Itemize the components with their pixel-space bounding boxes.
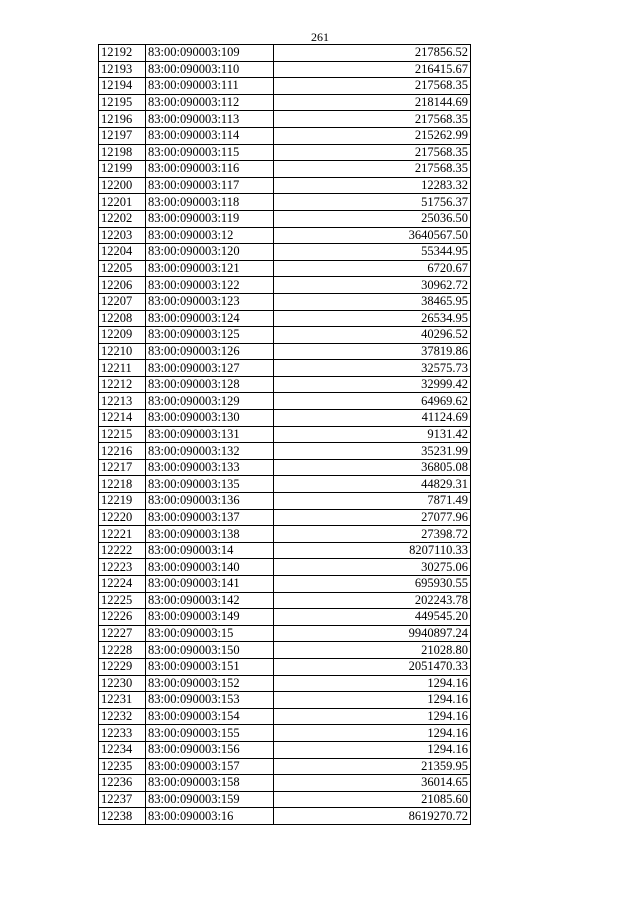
row-number-cell: 12229 — [99, 658, 146, 675]
row-number-cell: 12238 — [99, 808, 146, 825]
cadastral-value-cell: 25036.50 — [274, 210, 471, 227]
table-row — [99, 127, 471, 144]
cadastral-number-cell: 83:00:090003:135 — [146, 476, 274, 493]
cadastral-value-cell: 44829.31 — [274, 476, 471, 493]
cadastral-value-cell: 51756.37 — [274, 194, 471, 211]
cadastral-value-table — [98, 44, 471, 825]
row-number-cell: 12193 — [99, 61, 146, 78]
table-row — [99, 576, 471, 593]
row-number-cell: 12212 — [99, 376, 146, 393]
table-row — [99, 692, 471, 709]
table-row — [99, 775, 471, 792]
row-number-cell: 12231 — [99, 692, 146, 709]
cadastral-value-cell: 202243.78 — [274, 592, 471, 609]
row-number-cell: 12230 — [99, 675, 146, 692]
table-row — [99, 559, 471, 576]
row-number-cell: 12197 — [99, 127, 146, 144]
cadastral-number-cell: 83:00:090003:149 — [146, 609, 274, 626]
table-row — [99, 293, 471, 310]
cadastral-value-cell: 6720.67 — [274, 260, 471, 277]
table-row — [99, 194, 471, 211]
cadastral-number-cell: 83:00:090003:113 — [146, 111, 274, 128]
cadastral-number-cell: 83:00:090003:112 — [146, 94, 274, 111]
cadastral-value-cell: 218144.69 — [274, 94, 471, 111]
cadastral-number-cell: 83:00:090003:16 — [146, 808, 274, 825]
row-number-cell: 12213 — [99, 393, 146, 410]
table-row — [99, 675, 471, 692]
cadastral-number-cell: 83:00:090003:141 — [146, 576, 274, 593]
table-row — [99, 459, 471, 476]
cadastral-number-cell: 83:00:090003:124 — [146, 310, 274, 327]
cadastral-value-cell: 1294.16 — [274, 675, 471, 692]
cadastral-number-cell: 83:00:090003:151 — [146, 658, 274, 675]
cadastral-number-cell: 83:00:090003:133 — [146, 459, 274, 476]
cadastral-value-cell: 1294.16 — [274, 708, 471, 725]
row-number-cell: 12237 — [99, 791, 146, 808]
table-row — [99, 78, 471, 95]
cadastral-value-cell: 38465.95 — [274, 293, 471, 310]
cadastral-number-cell: 83:00:090003:150 — [146, 642, 274, 659]
table-row — [99, 327, 471, 344]
cadastral-number-cell: 83:00:090003:126 — [146, 343, 274, 360]
table-row — [99, 625, 471, 642]
cadastral-number-cell: 83:00:090003:125 — [146, 327, 274, 344]
cadastral-number-cell: 83:00:090003:153 — [146, 692, 274, 709]
row-number-cell: 12221 — [99, 526, 146, 543]
cadastral-value-cell: 215262.99 — [274, 127, 471, 144]
cadastral-value-cell: 9940897.24 — [274, 625, 471, 642]
row-number-cell: 12222 — [99, 542, 146, 559]
cadastral-number-cell: 83:00:090003:152 — [146, 675, 274, 692]
table-row — [99, 343, 471, 360]
row-number-cell: 12209 — [99, 327, 146, 344]
table-row — [99, 592, 471, 609]
row-number-cell: 12202 — [99, 210, 146, 227]
cadastral-number-cell: 83:00:090003:154 — [146, 708, 274, 725]
row-number-cell: 12201 — [99, 194, 146, 211]
cadastral-value-cell: 695930.55 — [274, 576, 471, 593]
row-number-cell: 12210 — [99, 343, 146, 360]
cadastral-value-cell: 216415.67 — [274, 61, 471, 78]
row-number-cell: 12218 — [99, 476, 146, 493]
cadastral-number-cell: 83:00:090003:118 — [146, 194, 274, 211]
row-number-cell: 12199 — [99, 161, 146, 178]
cadastral-number-cell: 83:00:090003:12 — [146, 227, 274, 244]
cadastral-value-cell: 27398.72 — [274, 526, 471, 543]
table-row — [99, 426, 471, 443]
table-row — [99, 493, 471, 510]
cadastral-value-cell: 55344.95 — [274, 244, 471, 261]
cadastral-value-cell: 30275.06 — [274, 559, 471, 576]
table-row — [99, 177, 471, 194]
row-number-cell: 12196 — [99, 111, 146, 128]
row-number-cell: 12214 — [99, 410, 146, 427]
table-row — [99, 509, 471, 526]
row-number-cell: 12235 — [99, 758, 146, 775]
table-row — [99, 144, 471, 161]
cadastral-number-cell: 83:00:090003:123 — [146, 293, 274, 310]
table-row — [99, 642, 471, 659]
cadastral-value-cell: 41124.69 — [274, 410, 471, 427]
cadastral-value-cell: 9131.42 — [274, 426, 471, 443]
cadastral-number-cell: 83:00:090003:116 — [146, 161, 274, 178]
row-number-cell: 12195 — [99, 94, 146, 111]
table-row — [99, 725, 471, 742]
row-number-cell: 12198 — [99, 144, 146, 161]
cadastral-number-cell: 83:00:090003:156 — [146, 741, 274, 758]
cadastral-number-cell: 83:00:090003:121 — [146, 260, 274, 277]
cadastral-value-cell: 37819.86 — [274, 343, 471, 360]
page-number: 261 — [311, 30, 329, 44]
cadastral-number-cell: 83:00:090003:117 — [146, 177, 274, 194]
table-row — [99, 260, 471, 277]
row-number-cell: 12208 — [99, 310, 146, 327]
row-number-cell: 12223 — [99, 559, 146, 576]
row-number-cell: 12226 — [99, 609, 146, 626]
cadastral-number-cell: 83:00:090003:136 — [146, 493, 274, 510]
row-number-cell: 12215 — [99, 426, 146, 443]
row-number-cell: 12220 — [99, 509, 146, 526]
cadastral-number-cell: 83:00:090003:110 — [146, 61, 274, 78]
row-number-cell: 12228 — [99, 642, 146, 659]
cadastral-value-cell: 1294.16 — [274, 725, 471, 742]
table-row — [99, 393, 471, 410]
cadastral-number-cell: 83:00:090003:129 — [146, 393, 274, 410]
table-row — [99, 310, 471, 327]
cadastral-number-cell: 83:00:090003:138 — [146, 526, 274, 543]
row-number-cell: 12234 — [99, 741, 146, 758]
row-number-cell: 12219 — [99, 493, 146, 510]
cadastral-value-cell: 217568.35 — [274, 78, 471, 95]
cadastral-value-cell: 217568.35 — [274, 111, 471, 128]
cadastral-number-cell: 83:00:090003:111 — [146, 78, 274, 95]
table-row — [99, 542, 471, 559]
cadastral-number-cell: 83:00:090003:130 — [146, 410, 274, 427]
table-row — [99, 45, 471, 62]
cadastral-value-cell: 8619270.72 — [274, 808, 471, 825]
cadastral-number-cell: 83:00:090003:155 — [146, 725, 274, 742]
cadastral-value-cell: 36805.08 — [274, 459, 471, 476]
cadastral-value-cell: 1294.16 — [274, 692, 471, 709]
table-row — [99, 476, 471, 493]
table-row — [99, 758, 471, 775]
table-row — [99, 244, 471, 261]
table-row — [99, 94, 471, 111]
row-number-cell: 12205 — [99, 260, 146, 277]
row-number-cell: 12211 — [99, 360, 146, 377]
table-row — [99, 410, 471, 427]
cadastral-value-cell: 217568.35 — [274, 161, 471, 178]
cadastral-number-cell: 83:00:090003:119 — [146, 210, 274, 227]
cadastral-value-cell: 36014.65 — [274, 775, 471, 792]
table-row — [99, 609, 471, 626]
cadastral-number-cell: 83:00:090003:120 — [146, 244, 274, 261]
cadastral-value-cell: 7871.49 — [274, 493, 471, 510]
row-number-cell: 12207 — [99, 293, 146, 310]
cadastral-value-cell: 21085.60 — [274, 791, 471, 808]
cadastral-value-cell: 30962.72 — [274, 277, 471, 294]
cadastral-value-cell: 40296.52 — [274, 327, 471, 344]
row-number-cell: 12194 — [99, 78, 146, 95]
cadastral-value-cell: 217856.52 — [274, 45, 471, 62]
row-number-cell: 12200 — [99, 177, 146, 194]
cadastral-number-cell: 83:00:090003:15 — [146, 625, 274, 642]
cadastral-value-cell: 21028.80 — [274, 642, 471, 659]
table-row — [99, 61, 471, 78]
row-number-cell: 12216 — [99, 443, 146, 460]
cadastral-number-cell: 83:00:090003:157 — [146, 758, 274, 775]
cadastral-value-cell: 64969.62 — [274, 393, 471, 410]
table-row — [99, 526, 471, 543]
cadastral-value-cell: 2051470.33 — [274, 658, 471, 675]
table-row — [99, 360, 471, 377]
cadastral-value-cell: 21359.95 — [274, 758, 471, 775]
cadastral-value-cell: 8207110.33 — [274, 542, 471, 559]
cadastral-number-cell: 83:00:090003:140 — [146, 559, 274, 576]
row-number-cell: 12217 — [99, 459, 146, 476]
row-number-cell: 12192 — [99, 45, 146, 62]
table-body — [99, 45, 471, 825]
table-row — [99, 227, 471, 244]
cadastral-number-cell: 83:00:090003:131 — [146, 426, 274, 443]
row-number-cell: 12227 — [99, 625, 146, 642]
cadastral-value-cell: 32575.73 — [274, 360, 471, 377]
table-row — [99, 791, 471, 808]
cadastral-number-cell: 83:00:090003:159 — [146, 791, 274, 808]
cadastral-number-cell: 83:00:090003:132 — [146, 443, 274, 460]
row-number-cell: 12232 — [99, 708, 146, 725]
row-number-cell: 12233 — [99, 725, 146, 742]
cadastral-value-cell: 3640567.50 — [274, 227, 471, 244]
cadastral-number-cell: 83:00:090003:114 — [146, 127, 274, 144]
cadastral-number-cell: 83:00:090003:14 — [146, 542, 274, 559]
cadastral-value-cell: 26534.95 — [274, 310, 471, 327]
cadastral-number-cell: 83:00:090003:115 — [146, 144, 274, 161]
cadastral-number-cell: 83:00:090003:127 — [146, 360, 274, 377]
row-number-cell: 12224 — [99, 576, 146, 593]
cadastral-number-cell: 83:00:090003:158 — [146, 775, 274, 792]
cadastral-number-cell: 83:00:090003:128 — [146, 376, 274, 393]
table-row — [99, 161, 471, 178]
table-row — [99, 111, 471, 128]
table-row — [99, 210, 471, 227]
cadastral-number-cell: 83:00:090003:109 — [146, 45, 274, 62]
cadastral-value-cell: 1294.16 — [274, 741, 471, 758]
cadastral-value-cell: 27077.96 — [274, 509, 471, 526]
cadastral-value-cell: 449545.20 — [274, 609, 471, 626]
table-row — [99, 808, 471, 825]
table-row — [99, 741, 471, 758]
table-row — [99, 708, 471, 725]
row-number-cell: 12206 — [99, 277, 146, 294]
cadastral-value-cell: 32999.42 — [274, 376, 471, 393]
cadastral-value-cell: 35231.99 — [274, 443, 471, 460]
table-row — [99, 277, 471, 294]
cadastral-number-cell: 83:00:090003:137 — [146, 509, 274, 526]
cadastral-value-cell: 12283.32 — [274, 177, 471, 194]
row-number-cell: 12203 — [99, 227, 146, 244]
table-row — [99, 658, 471, 675]
cadastral-number-cell: 83:00:090003:142 — [146, 592, 274, 609]
row-number-cell: 12204 — [99, 244, 146, 261]
cadastral-value-cell: 217568.35 — [274, 144, 471, 161]
cadastral-number-cell: 83:00:090003:122 — [146, 277, 274, 294]
table-row — [99, 376, 471, 393]
table-row — [99, 443, 471, 460]
row-number-cell: 12236 — [99, 775, 146, 792]
row-number-cell: 12225 — [99, 592, 146, 609]
